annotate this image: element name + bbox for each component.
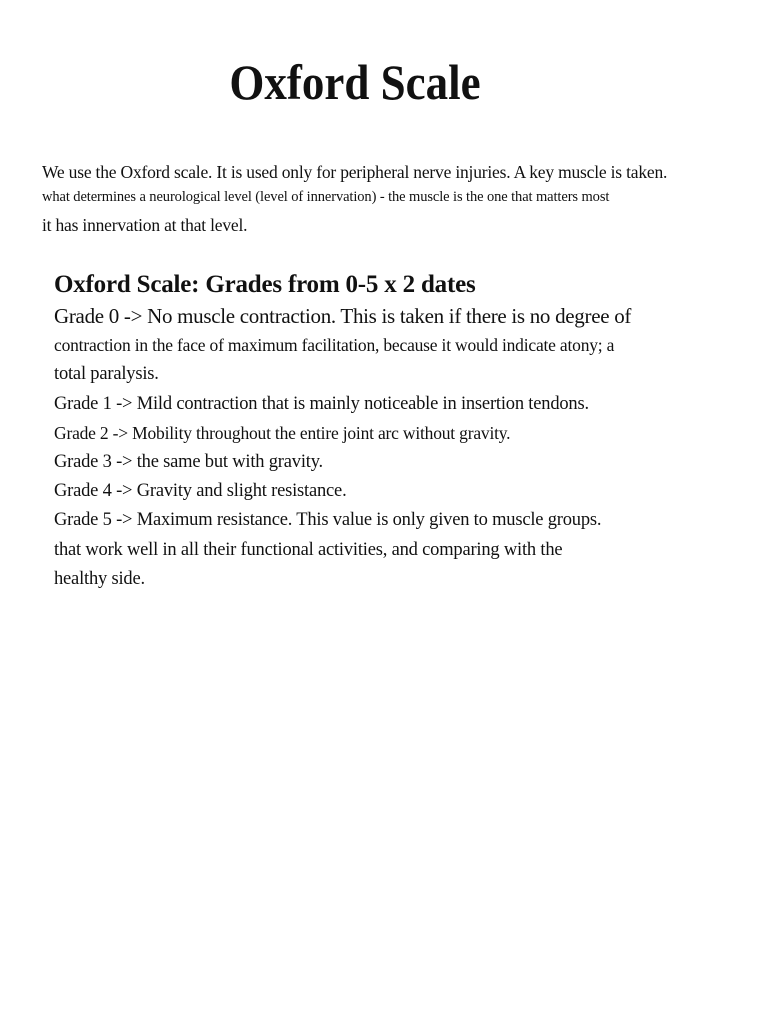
grade-0-line: Grade 0 -> No muscle contraction. This is taken if there is no degree of — [54, 304, 632, 328]
page-title: Oxford Scale — [229, 54, 481, 110]
oxford-scale-section — [54, 268, 754, 594]
grade-3-line: Grade 3 -> the same but with gravity. — [54, 452, 323, 473]
intro-line: We use the Oxford scale. It is used only for peripheral nerve injuries. A key muscle is taken. — [42, 162, 668, 182]
grade-4-line: Grade 4 -> Gravity and slight resistance. — [54, 481, 347, 502]
grade-0-continuation: contraction in the face of maximum facilitation, because it would indicate atony; a — [54, 335, 615, 356]
grade-5-continuation: that work well in all their functional activities, and comparing with the — [54, 539, 563, 560]
grade-5-continuation: healthy side. — [54, 568, 145, 589]
grade-2-line: Grade 2 -> Mobility throughout the entire joint arc without gravity. — [54, 422, 511, 443]
grade-5-line: Grade 5 -> Maximum resistance. This value is only given to muscle groups. — [54, 510, 602, 531]
section-heading: Oxford Scale: Grades from 0-5 x 2 dates — [54, 271, 476, 298]
intro-line: it has innervation at that level. — [42, 215, 248, 235]
grade-0-continuation: total paralysis. — [54, 364, 159, 385]
grade-1-line: Grade 1 -> Mild contraction that is mainly noticeable in insertion tendons. — [54, 393, 589, 414]
intro-line: what determines a neurological level (level of innervation) - the muscle is the one that matters most — [42, 189, 610, 205]
intro-paragraph — [42, 160, 742, 241]
